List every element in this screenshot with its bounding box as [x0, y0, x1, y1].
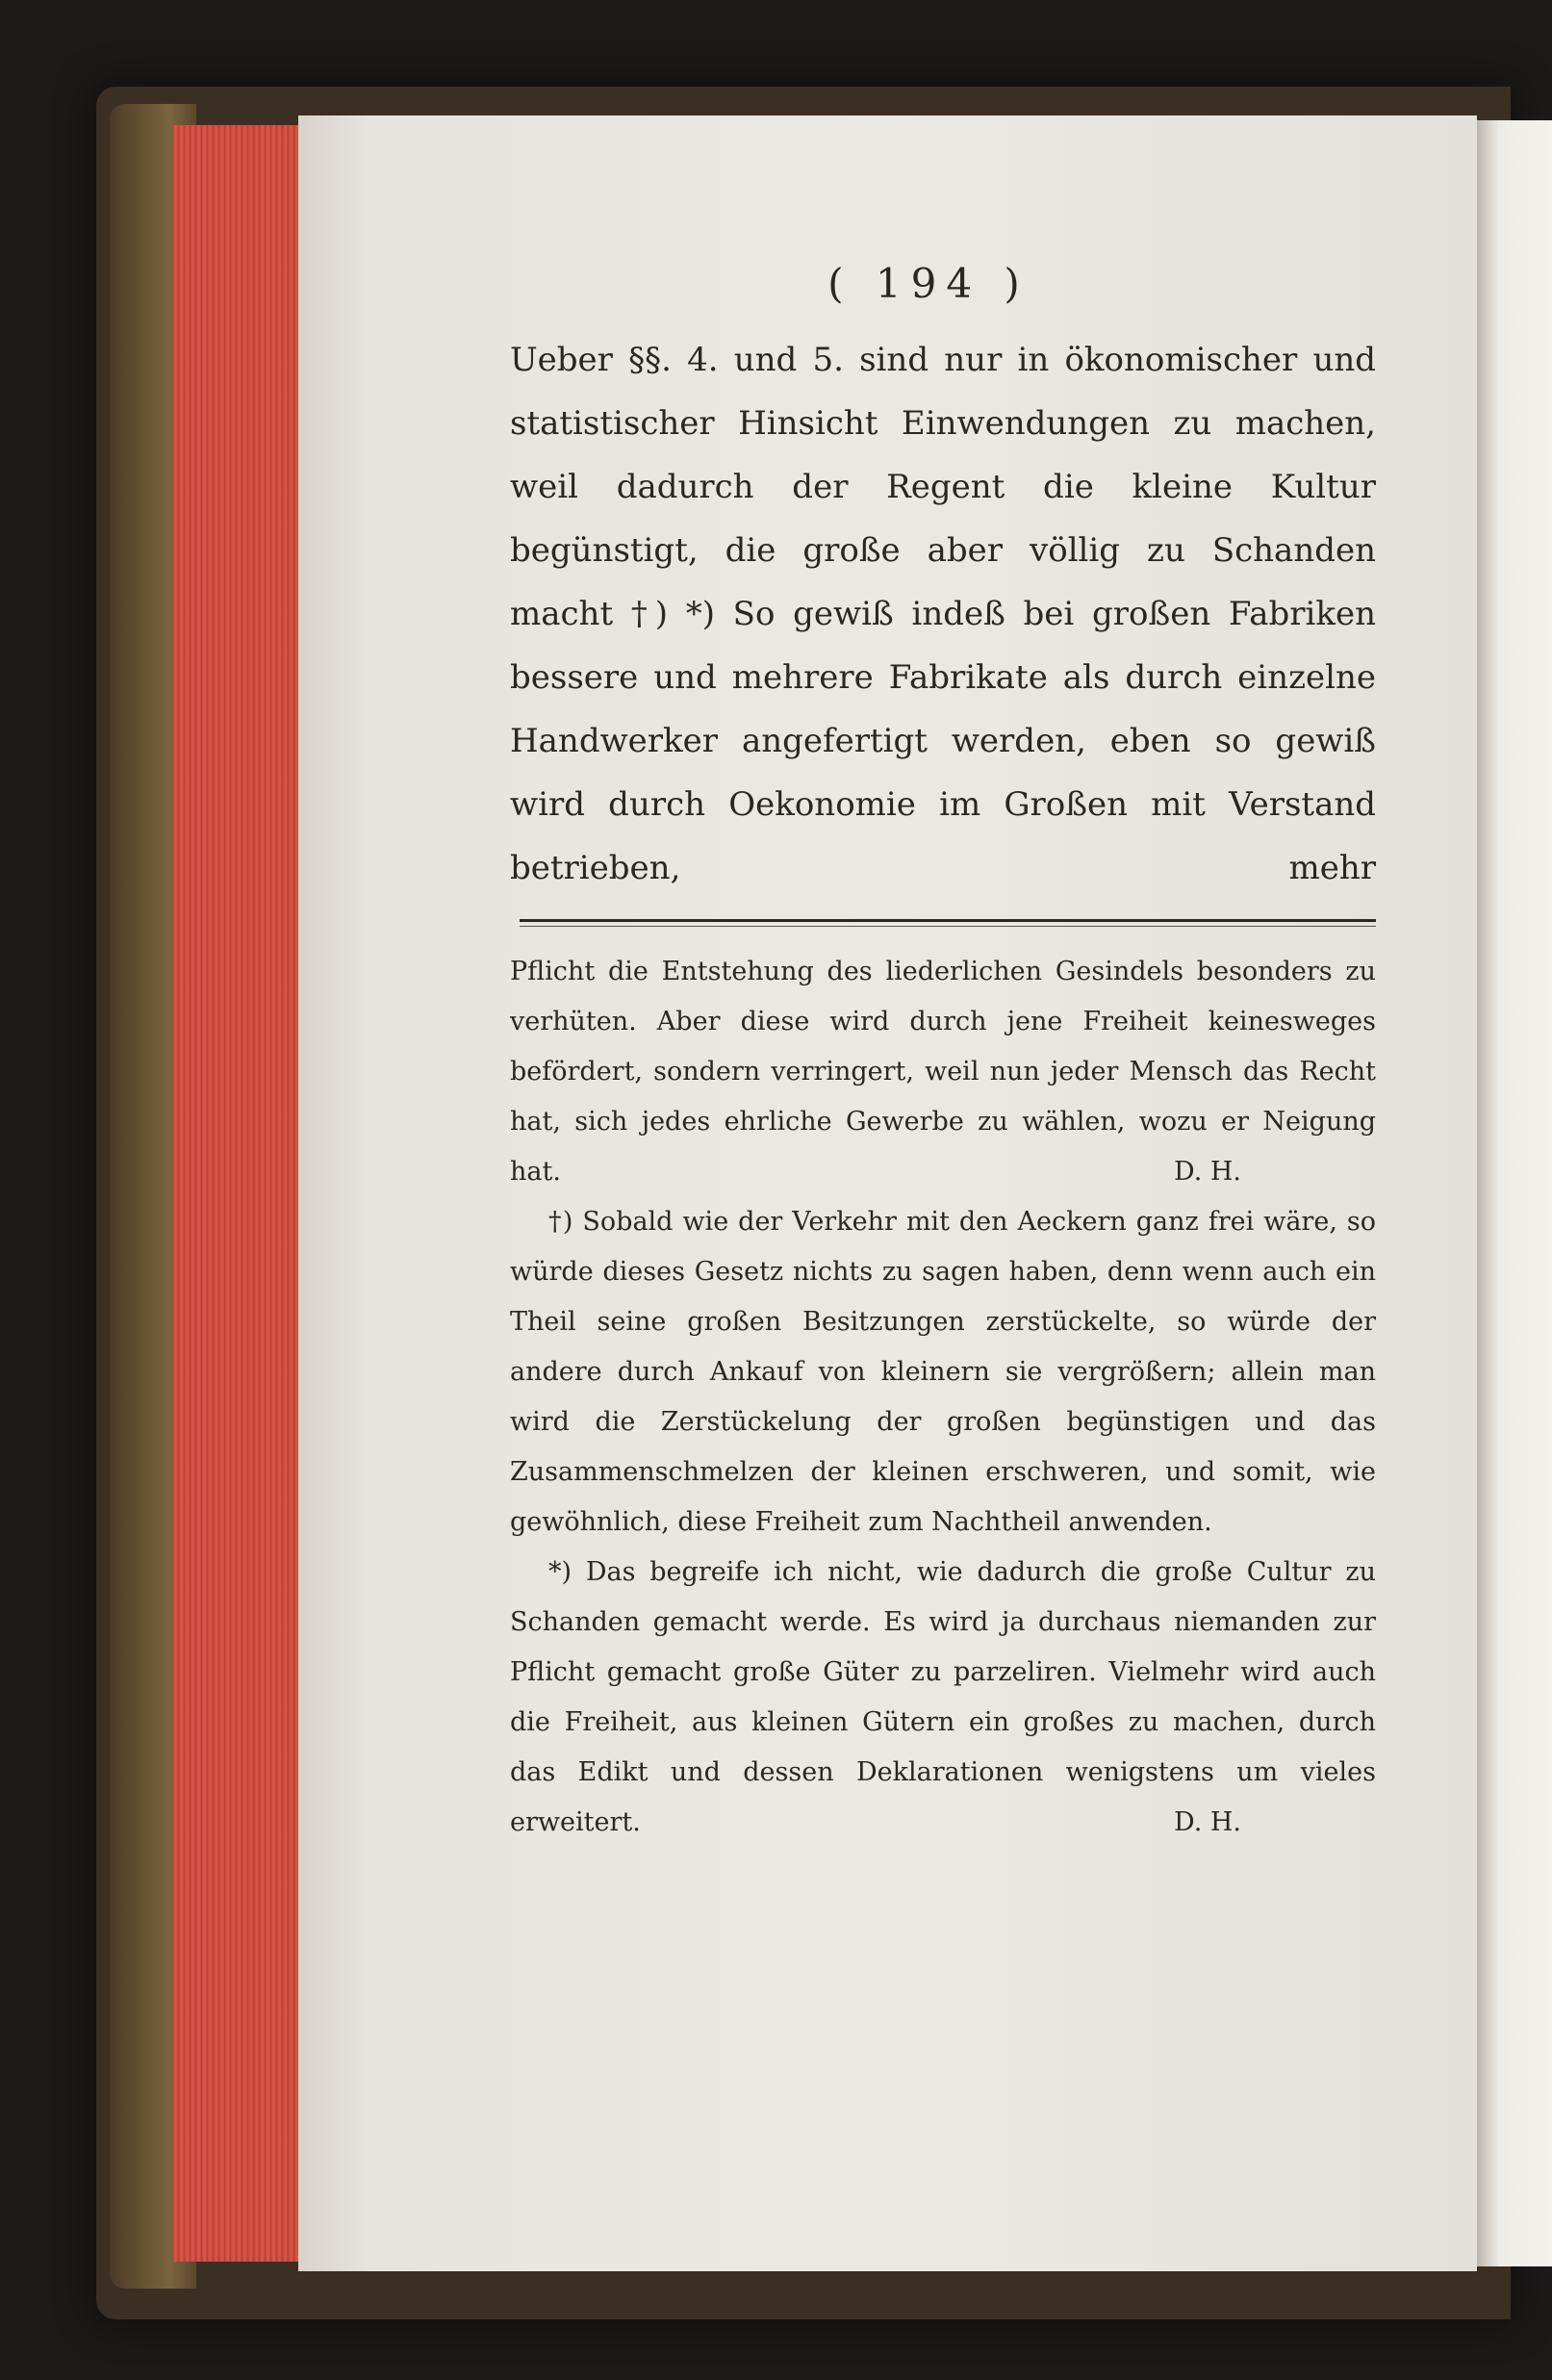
footnote-continued-text: Pflicht die Entstehung des liederlichen Gesindels besonders zu verhüten. Aber diese wird durch jene Freiheit keinesweges befördert, sondern verringert, weil nun jeder Mensch das Recht hat, sich jedes ehrliche Gewerbe zu wählen, wozu er Neigung hat.	[510, 957, 1376, 1187]
main-paragraph: Ueber §§. 4. und 5. sind nur in ökonomischer und statistischer Hinsicht Einwendungen zu machen, weil dadurch der Regent die kleine Kultur begünstigt, die große aber völlig zu Schanden macht †) *) So gewiß indeß bei großen Fabriken bessere und mehrere Fabrikate als durch einzelne Handwerker angefertigt werden, eben so gewiß wird durch Oekonomie im Großen mit Verstand betrieben, mehr	[510, 341, 1376, 887]
page-number: ( 194 )	[827, 260, 1030, 307]
footnote-dagger: †) Sobald wie der Verkehr mit den Aeckern ganz frei wäre, so würde dieses Gesetz nichts zu sagen haben, denn wenn auch ein Theil seine großen Besitzungen zerstückelte, so würde der andere durch Ankauf von kleinern sie vergrößern; allein man wird die Zerstückelung der großen begünstigen und das Zusammenschmelzen der kleinen erschweren, und somit, wie gewöhnlich, diese Freiheit zum Nachtheil anwenden.	[510, 1207, 1376, 1537]
next-page-edge	[1477, 120, 1552, 2266]
footnote-divider	[520, 919, 1376, 922]
footnote-continued	[510, 947, 1376, 1197]
footnote-star-text: *) Das begreife ich nicht, wie dadurch die große Cultur zu Schanden gemacht werde. Es wird ja durchaus niemanden zur Pflicht gemacht große Güter zu parzeliren. Vielmehr wird auch die Freiheit, aus kleinen Gütern ein großes zu machen, durch das Edikt und dessen Deklarationen wenigstens um vieles erweitert.	[510, 1557, 1376, 1837]
footnote-star	[510, 1548, 1376, 1848]
page-content	[510, 260, 1376, 1848]
footnotes	[510, 947, 1376, 1848]
footnote-continued-signature: D. H.	[1174, 1157, 1241, 1187]
footnote-star-signature: D. H.	[1174, 1807, 1241, 1837]
main-text	[510, 328, 1376, 900]
page-edges-red	[173, 125, 298, 2262]
